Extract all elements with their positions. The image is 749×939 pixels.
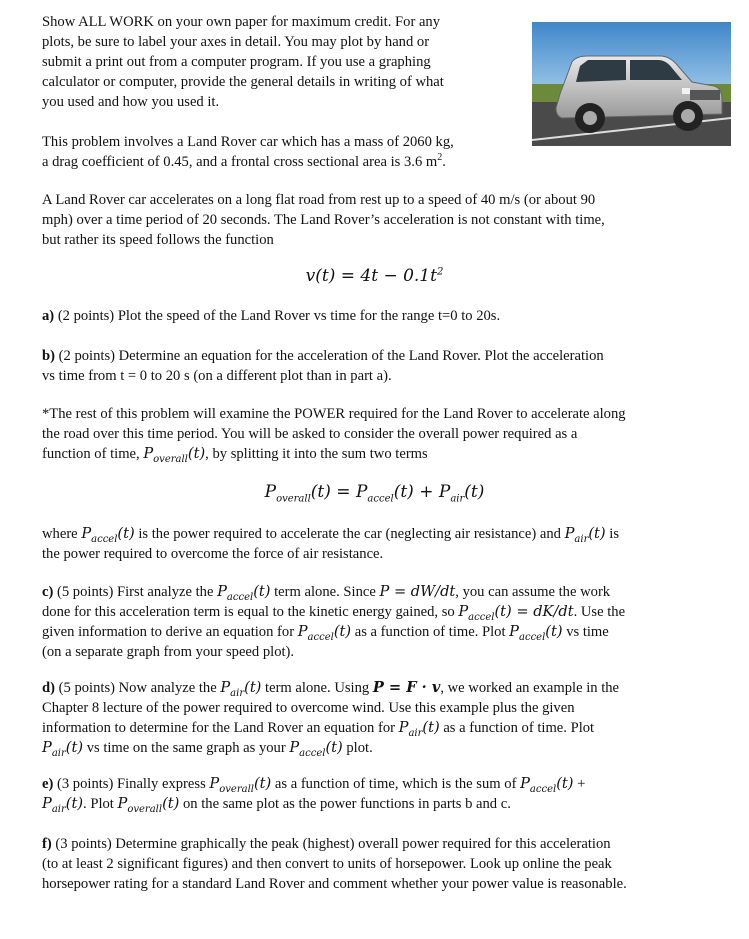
- p-accel-symbol: $P_{accel}(t)$: [81, 525, 135, 545]
- problem-text: .: [442, 154, 446, 170]
- scenario-line: mph) over a time period of 20 seconds. The Land Rover’s acceleration is not constant with time,: [42, 212, 605, 228]
- part-d: [42, 678, 710, 758]
- power-line: [42, 444, 710, 464]
- intro-line: submit a print out from a computer program. If you use a graphing: [42, 54, 431, 70]
- power-equation: $P_{overall}(t) = P_{accel}(t) + P_{air}(t)$: [264, 482, 485, 505]
- intro-line: calculator or computer, provide the general details in writing of what: [42, 74, 444, 90]
- power-line: the road over this time period. You will be asked to consider the overall power required as a: [42, 426, 578, 442]
- part-line: $P_{air}(t)$. Plot $P_{overall}(t)$ on the same plot as the power functions in parts b and c.: [42, 795, 511, 815]
- part-line: (to at least 2 significant figures) and then convert to units of horsepower. Look up online the peak: [42, 856, 612, 872]
- power-line: *The rest of this problem will examine the POWER required for the Land Rover to accelerate along: [42, 406, 626, 422]
- part-line: f) (3 points) Determine graphically the peak (highest) overall power required for this acceleration: [42, 836, 611, 852]
- part-line: (on a separate graph from your speed plot).: [42, 644, 295, 660]
- problem-line: [42, 152, 522, 172]
- problem-paragraph: [42, 132, 522, 172]
- part-line: $P_{air}(t)$ vs time on the same graph as your $P_{accel}(t)$ plot.: [42, 739, 373, 759]
- part-a: [42, 306, 710, 326]
- p-overall-symbol: $P_{overall}(t)$: [143, 445, 206, 465]
- equation-text: v(t) = 4t − 0.1t: [305, 266, 437, 286]
- intro-paragraph: [42, 12, 522, 112]
- superscript: 2: [436, 266, 444, 278]
- part-b: [42, 346, 710, 386]
- part-text: (2 points) Plot the speed of the Land Rover vs time for the range t=0 to 20s.: [54, 308, 501, 324]
- intro-line: Show ALL WORK on your own paper for maximum credit. For any: [42, 14, 441, 30]
- superscript: 2: [437, 152, 443, 164]
- part-line: c) (5 points) First analyze the $P_{accel}(t)$ term alone. Since P = dW/dt, you can assume the work: [42, 583, 611, 603]
- intro-line: plots, be sure to label your axes in detail. You may plot by hand or: [42, 34, 430, 50]
- where-paragraph: [42, 524, 710, 564]
- part-line: horsepower rating for a standard Land Rover and comment whether your power value is reasonable.: [42, 876, 627, 892]
- problem-line: This problem involves a Land Rover car which has a mass of 2060 kg,: [42, 134, 454, 150]
- part-label: b): [42, 348, 55, 364]
- part-line: done for this acceleration term is equal to the kinetic energy gained, so $P_{accel}(t) = dK/dt$. Use the: [42, 603, 626, 623]
- part-f: [42, 834, 710, 894]
- part-line: information to determine for the Land Rover an equation for $P_{air}(t)$ as a function of time. Plot: [42, 719, 595, 739]
- part-label: a): [42, 308, 55, 324]
- scenario-line: but rather its speed follows the function: [42, 232, 274, 248]
- power-text: , by splitting it into the sum two terms: [205, 446, 428, 462]
- part-line: given information to derive an equation for $P_{accel}(t)$ as a function of time. Plot $P_{accel}(t)$ vs time: [42, 623, 609, 643]
- power-text: function of time,: [42, 446, 144, 462]
- part-line: [42, 346, 710, 366]
- part-text: (2 points) Determine an equation for the acceleration of the Land Rover. Plot the acceleration: [54, 348, 604, 364]
- where-line: where $P_{accel}(t)$ is the power required to accelerate the car (neglecting air resistance) and $P_{air}(t)$ is: [42, 525, 620, 545]
- p-air-symbol: $P_{air}(t)$: [564, 525, 606, 545]
- part-e: [42, 774, 710, 814]
- part-line: e) (3 points) Finally express $P_{overall}(t)$ as a function of time, which is the sum of $P_{accel}(t)$ +: [42, 775, 586, 795]
- speed-equation: [0, 266, 749, 286]
- intro-line: you used and how you used it.: [42, 94, 220, 110]
- part-line: d) (5 points) Now analyze the $P_{air}(t)$ term alone. Using P = F · v, we worked an example in the: [42, 679, 620, 699]
- where-line: the power required to overcome the force of air resistance.: [42, 546, 384, 562]
- power-intro: [42, 404, 710, 464]
- land-rover-photo: [532, 22, 731, 146]
- scenario-paragraph: [42, 190, 710, 250]
- part-line: vs time from t = 0 to 20 s (on a different plot than in part a).: [42, 368, 392, 384]
- problem-text: a drag coefficient of 0.45, and a frontal cross sectional area is 3.6 m: [42, 154, 438, 170]
- part-c: [42, 582, 710, 662]
- scenario-line: A Land Rover car accelerates on a long flat road from rest up to a speed of 40 m/s (or about 90: [42, 192, 596, 208]
- part-line: Chapter 8 lecture of the power required to overcome wind. Use this example plus the given: [42, 700, 575, 716]
